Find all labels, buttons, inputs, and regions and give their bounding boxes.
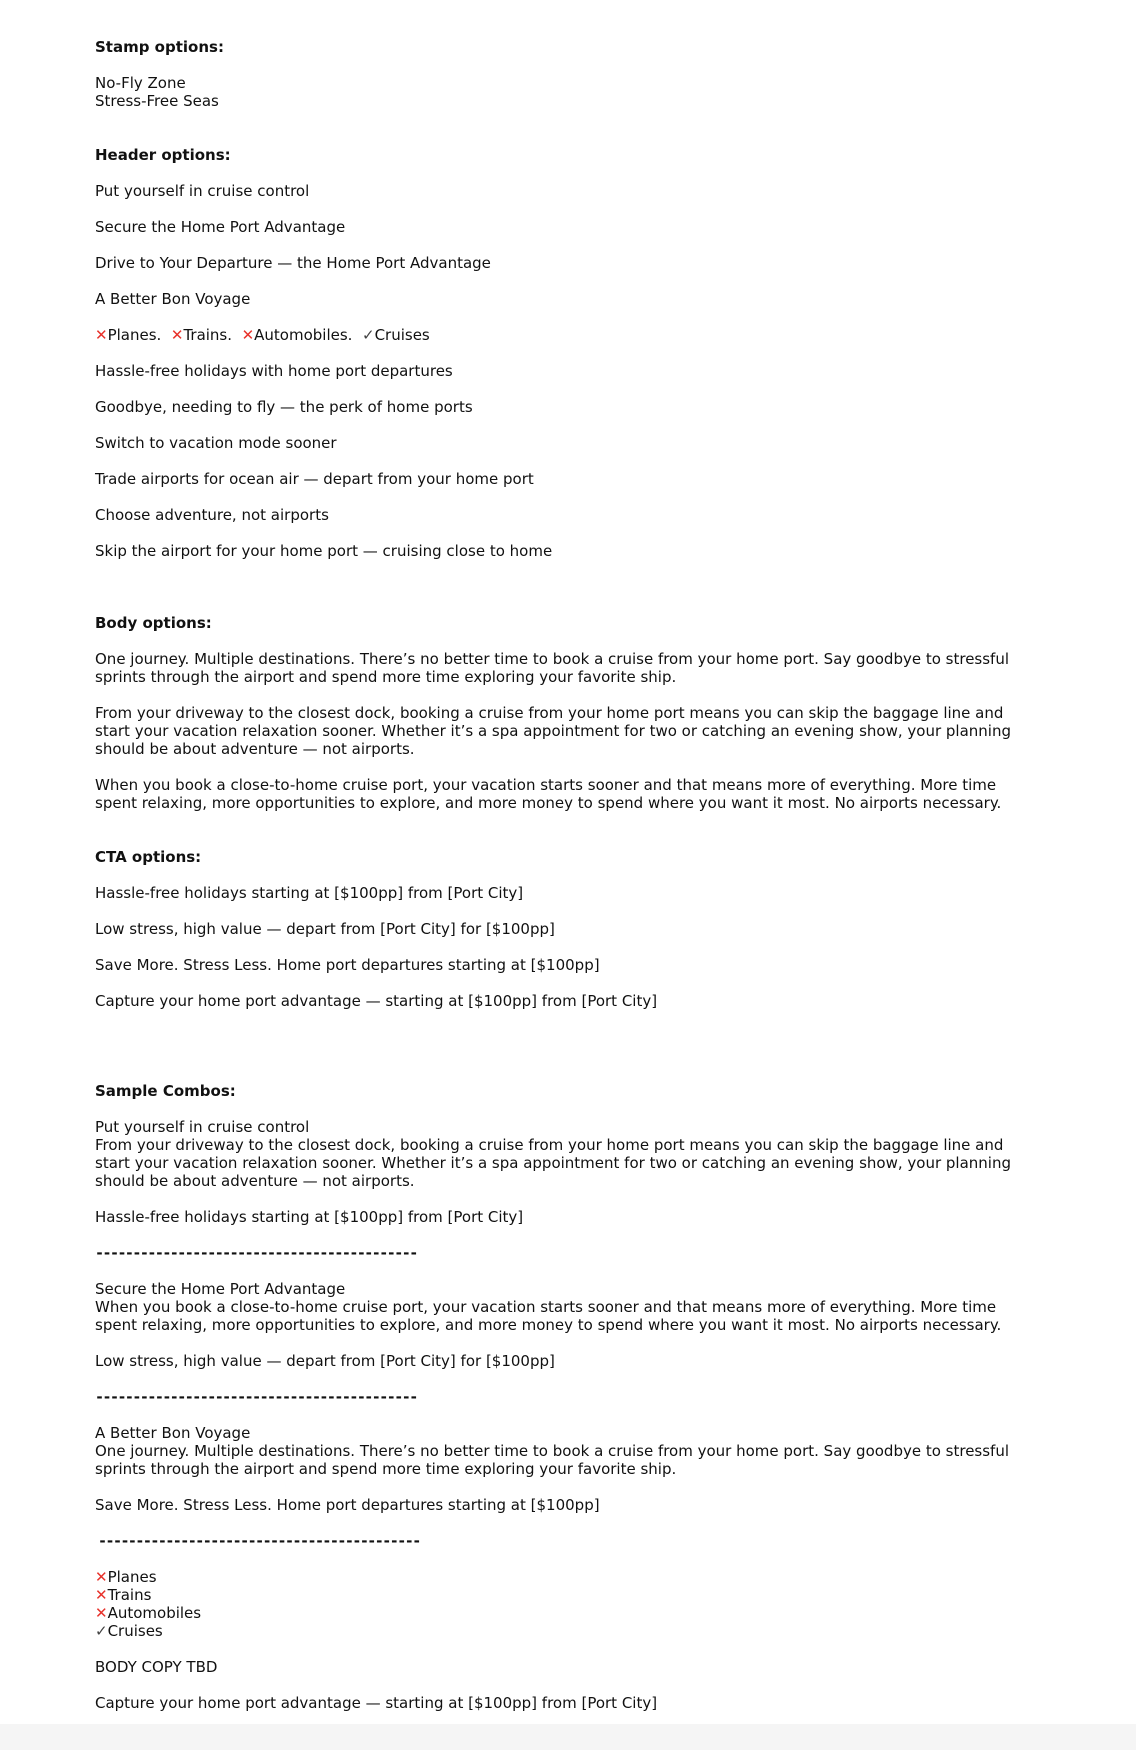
- x-mark-icon: ✕: [95, 1568, 108, 1586]
- x-mark-icon: ✕: [95, 1586, 108, 1604]
- mark-word: Trains.: [183, 326, 233, 344]
- combo-cta: Capture your home port advantage — starting at [$100pp] from [Port City]: [95, 1694, 658, 1712]
- combo-title: Put yourself in cruise control: [95, 1118, 310, 1136]
- combo-cta: Save More. Stress Less. Home port departures starting at [$100pp]: [95, 1496, 600, 1514]
- body-option: When you book a close-to-home cruise port, your vacation starts sooner and that means more of everything. More time spent relaxing, more opportunities to explore, and more money to spend where you want it most. No airports necessary.: [95, 776, 1002, 812]
- header-option-marks: [95, 326, 1035, 344]
- header-option: Secure the Home Port Advantage: [95, 218, 346, 236]
- header-option: Trade airports for ocean air — depart from your home port: [95, 470, 534, 488]
- mark-word: Cruises: [107, 1622, 163, 1640]
- body-heading: Body options:: [95, 614, 212, 632]
- combo-mark-line: [95, 1604, 1035, 1622]
- divider: -------------------------------------------: [95, 1388, 417, 1406]
- header-option: Goodbye, needing to fly — the perk of home ports: [95, 398, 473, 416]
- check-mark-icon: ✓: [361, 326, 375, 344]
- document-content: [95, 38, 1035, 1712]
- combo-mark-line: [95, 1586, 1035, 1604]
- stamp-heading: Stamp options:: [95, 38, 224, 56]
- combo-body: One journey. Multiple destinations. There’s no better time to book a cruise from your home port. Say goodbye to stressful sprints through the airport and spend more time exploring your favorite ship.: [95, 1442, 1010, 1478]
- cta-option: Hassle-free holidays starting at [$100pp] from [Port City]: [95, 884, 524, 902]
- header-option: Drive to Your Departure — the Home Port Advantage: [95, 254, 491, 272]
- header-option: A Better Bon Voyage: [95, 290, 251, 308]
- mark-word: Planes.: [107, 326, 162, 344]
- mark-word: Automobiles: [107, 1604, 202, 1622]
- stamp-option: Stress-Free Seas: [95, 92, 219, 110]
- cta-option: Capture your home port advantage — starting at [$100pp] from [Port City]: [95, 992, 658, 1010]
- page-bottom-band: [0, 1724, 1136, 1750]
- x-mark-icon: ✕: [170, 326, 184, 344]
- combo-body: When you book a close-to-home cruise port, your vacation starts sooner and that means more of everything. More time spent relaxing, more opportunities to explore, and more money to spend where you want it most. No airports necessary.: [95, 1298, 1002, 1334]
- header-option: Choose adventure, not airports: [95, 506, 329, 524]
- mark-word: Trains: [107, 1586, 152, 1604]
- cta-option: Low stress, high value — depart from [Port City] for [$100pp]: [95, 920, 555, 938]
- combo-cta: Low stress, high value — depart from [Port City] for [$100pp]: [95, 1352, 555, 1370]
- header-option: Skip the airport for your home port — cruising close to home: [95, 542, 553, 560]
- stamp-option: No-Fly Zone: [95, 74, 186, 92]
- combo-title: Secure the Home Port Advantage: [95, 1280, 346, 1298]
- combos-heading: Sample Combos:: [95, 1082, 236, 1100]
- header-option: Put yourself in cruise control: [95, 182, 310, 200]
- divider: -------------------------------------------: [95, 1244, 417, 1262]
- combo-body: BODY COPY TBD: [95, 1658, 218, 1676]
- combo-title: A Better Bon Voyage: [95, 1424, 251, 1442]
- x-mark-icon: ✕: [241, 326, 255, 344]
- x-mark-icon: ✕: [95, 326, 108, 344]
- mark-word: Cruises: [374, 326, 430, 344]
- header-option: Switch to vacation mode sooner: [95, 434, 337, 452]
- header-option: Hassle-free holidays with home port departures: [95, 362, 453, 380]
- x-mark-icon: ✕: [95, 1604, 108, 1622]
- body-option: One journey. Multiple destinations. There’s no better time to book a cruise from your home port. Say goodbye to stressful sprints through the airport and spend more time exploring your favorite ship.: [95, 650, 1010, 686]
- combo-body: From your driveway to the closest dock, booking a cruise from your home port means you can skip the baggage line and start your vacation relaxation sooner. Whether it’s a spa appointment for two or catching an evening show, your planning should be about adventure — not airports.: [95, 1136, 1011, 1190]
- cta-heading: CTA options:: [95, 848, 202, 866]
- header-heading: Header options:: [95, 146, 231, 164]
- check-mark-icon: ✓: [95, 1622, 108, 1640]
- combo-mark-line: [95, 1622, 1035, 1640]
- body-option: From your driveway to the closest dock, booking a cruise from your home port means you can skip the baggage line and start your vacation relaxation sooner. Whether it’s a spa appointment for two or catching an evening show, your planning should be about adventure — not airports.: [95, 704, 1011, 758]
- combo-cta: Hassle-free holidays starting at [$100pp] from [Port City]: [95, 1208, 524, 1226]
- mark-word: Planes: [107, 1568, 157, 1586]
- divider: -------------------------------------------: [98, 1532, 420, 1550]
- cta-option: Save More. Stress Less. Home port departures starting at [$100pp]: [95, 956, 600, 974]
- combo-mark-line: [95, 1568, 1035, 1586]
- mark-word: Automobiles.: [254, 326, 353, 344]
